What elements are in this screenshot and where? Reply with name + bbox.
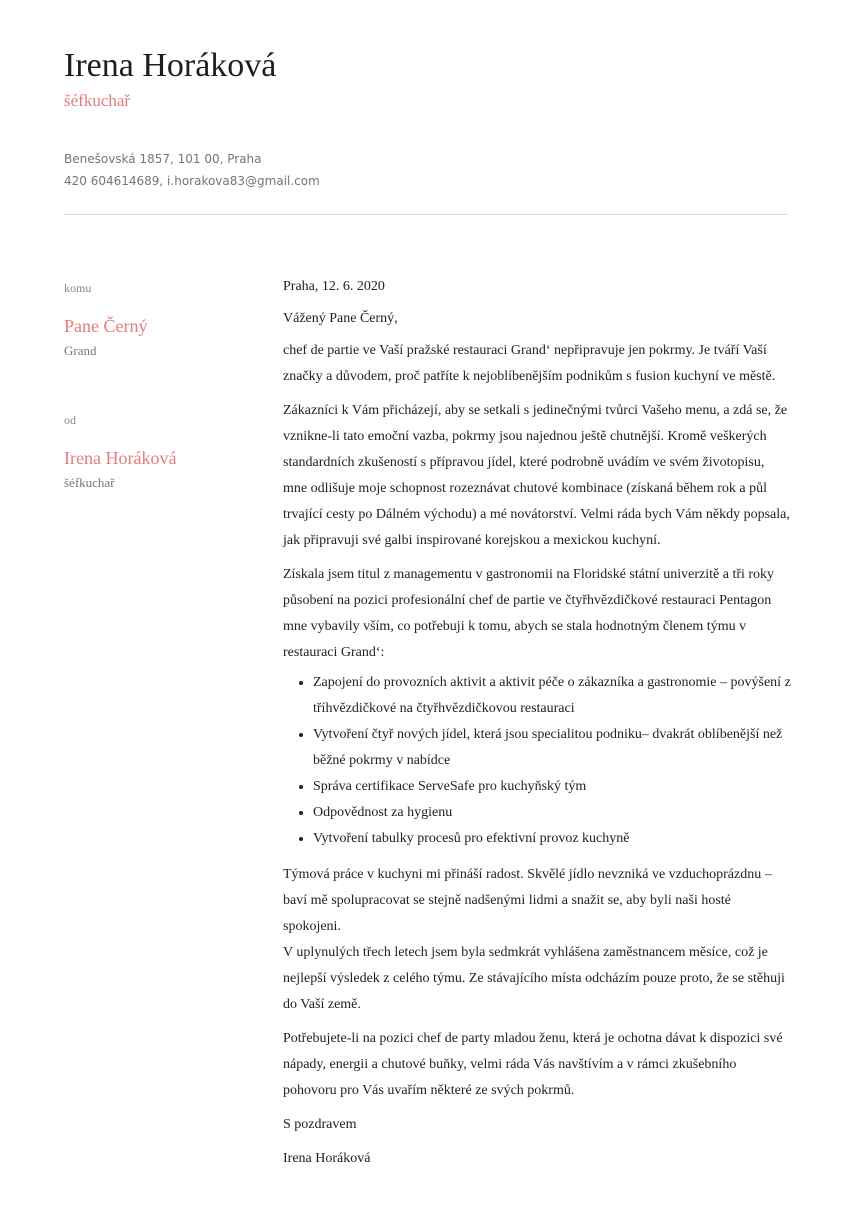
list-item: • Odpovědnost za hygienu [313, 800, 791, 826]
recipient-company: Grand [64, 343, 97, 358]
sender-block [64, 412, 254, 492]
list-item: • Vytvoření tabulky procesů pro efektivní provoz kuchyně [313, 826, 791, 852]
letter-date: Praha, 12. 6. 2020 [283, 279, 385, 294]
letter-paragraph-4a: Týmová práce v kuchyni mi přináší radost. Skvělé jídlo nevzniká ve vzduchoprázdnu – baví mě spolupracovat se stejně nadšenými lidmi a snažit se, aby byli naši hosté spokojeni. [283, 867, 772, 934]
header-divider [64, 214, 788, 215]
letter-closing: S pozdravem [283, 1117, 357, 1132]
letter-paragraph-2: Zákazníci k Vám přicházejí, aby se setkali s jedinečnými tvůrci Vašeho menu, a zdá se, že vznikne-li tato emoční vazba, pokrmy jsou najednou ještě chutnější. Kromě veškerých standardních zkušeností s přípravou jídel, které podrobně uvádím ve svém životopisu, mne odlišuje moje schopnost rozeznávat chutové kombinace (získaná během rok a půl trvající cesty po Dálném východu) a mé novátorství. Velmi ráda bych Vám někdy popsala, jak připravuji své galbi inspirované korejskou a mexickou kuchyní. [283, 403, 790, 548]
letter-paragraph-3: Získala jsem titul z managementu v gastronomii na Floridské státní univerzitě a tři roky působení na pozici profesionální chef de partie ve čtyřhvězdičkové restauraci Pentagon mne vybavily vším, co potřebuji k tomu, abych se stala hodnotným členem týmu v restauraci Grand‘: [283, 567, 775, 660]
recipient-label: komu [64, 281, 92, 295]
applicant-role: šéfkuchař [64, 91, 131, 110]
address-line: Benešovská 1857, 101 00, Praha [64, 152, 262, 166]
list-item: • Zapojení do provozních aktivit a aktivit péče o zákazníka a gastronomie – povýšení z tříhvězdičkové na čtyřhvězdičkovou restauraci [313, 670, 791, 722]
phone-email-line: 420 604614689, i.horakova83@gmail.com [64, 174, 320, 188]
letter-paragraph-1: chef de partie ve Vaší pražské restauraci Grand‘ nepřipravuje jen pokrmy. Je tváří Vaší značky a důvodem, proč patříte k nejoblíbenějším podnikům s fusion kuchyní ve městě. [283, 343, 776, 384]
list-item: • Vytvoření čtyř nových jídel, která jsou specialitou podniku– dvakrát oblíbenější než běžné pokrmy v nabídce [313, 722, 791, 774]
applicant-name: Irena Horáková [64, 47, 277, 84]
sender-name: Irena Horáková [64, 448, 177, 468]
recipient-block [64, 280, 254, 360]
letter-paragraph-4b: V uplynulých třech letech jsem byla sedmkrát vyhlášena zaměstnancem měsíce, což je nejlepší výsledek z celého týmu. Ze stávajícího místa odcházím pouze proto, že se stěhuji do Vaší země. [283, 945, 785, 1012]
letter-salutation: Vážený Pane Černý, [283, 311, 398, 326]
achievements-list [283, 670, 791, 852]
sender-label: od [64, 413, 76, 427]
list-item: • Správa certifikace ServeSafe pro kuchyňský tým [313, 774, 791, 800]
contact-block [64, 148, 320, 192]
sender-title: šéfkuchař [64, 475, 115, 490]
letter-body [283, 274, 791, 1180]
letter-paragraph-5: Potřebujete-li na pozici chef de party mladou ženu, která je ochotna dávat k dispozici své nápady, energii a chutové buňky, velmi ráda Vás navštívím a v rámci zkušebního pohovoru pro Vás uvařím některé ze svých pokrmů. [283, 1031, 783, 1098]
letter-signature: Irena Horáková [283, 1151, 371, 1166]
recipient-name: Pane Černý [64, 316, 148, 336]
